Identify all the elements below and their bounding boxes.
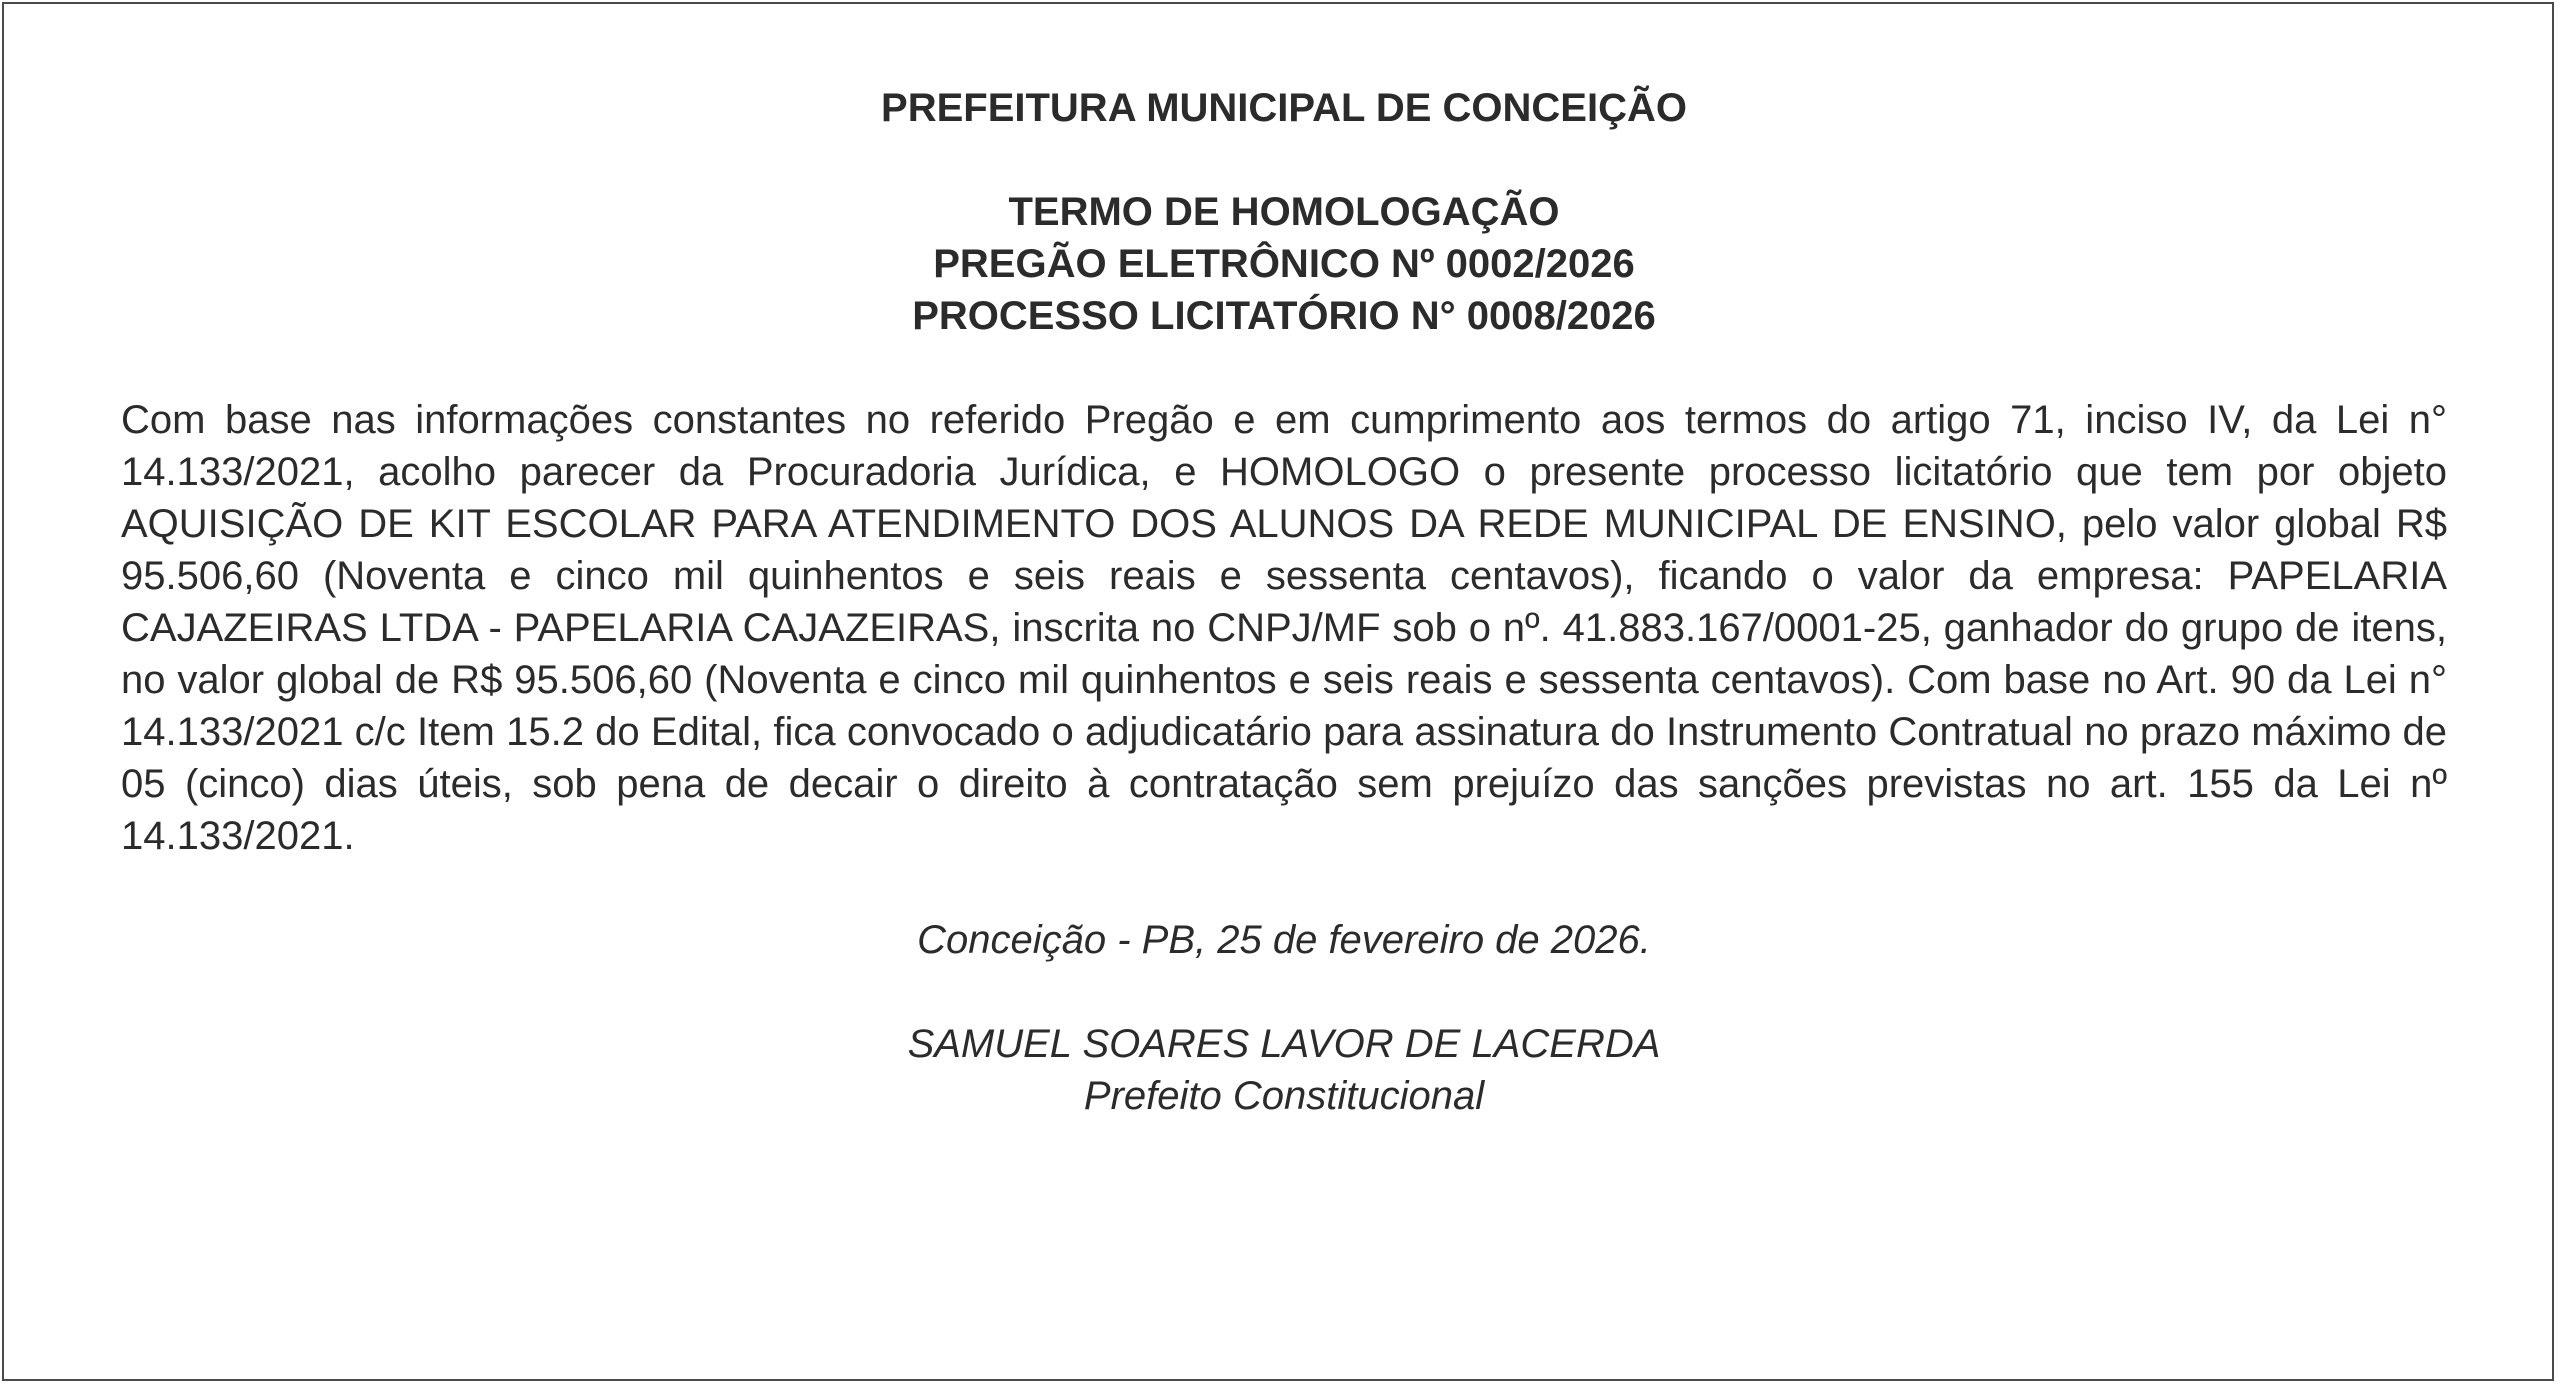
signer-name: SAMUEL SOARES LAVOR DE LACERDA xyxy=(907,1022,1661,1066)
document-content xyxy=(121,82,2447,1122)
document-frame xyxy=(2,2,2554,1381)
document-heading xyxy=(121,186,2447,342)
org-title: PREFEITURA MUNICIPAL DE CONCEIÇÃO xyxy=(881,86,1687,130)
signature-block xyxy=(121,1018,2447,1122)
heading-line-term: TERMO DE HOMOLOGAÇÃO xyxy=(1008,190,1560,234)
heading-line-pregao: PREGÃO ELETRÔNICO Nº 0002/2026 xyxy=(933,242,1635,286)
body-paragraph: Com base nas informações constantes no referido Pregão e em cumprimento aos termos do artigo 71, inciso IV, da Lei n° 14.133/2021, acolho parecer da Procuradoria Jurídica, e HOMOLOGO o presente processo licitatório que tem por objeto AQUISIÇÃO DE KIT ESCOLAR PARA ATENDIMENTO DOS ALUNOS DA REDE MUNICIPAL DE ENSINO, pelo valor global R$ 95.506,60 (Noventa e cinco mil quinhentos e seis reais e sessenta centavos), ficando o valor da empresa: PAPELARIA CAJAZEIRAS LTDA - PAPELARIA CAJAZEIRAS, inscrita no CNPJ/MF sob o nº. 41.883.167/0001-25, ganhador do grupo de itens, no valor global de R$ 95.506,60 (Noventa e cinco mil quinhentos e seis reais e sessenta centavos). Com base no Art. 90 da Lei n° 14.133/2021 c/c Item 15.2 do Edital, fica convocado o adjudicatário para assinatura do Instrumento Contratual no prazo máximo de 05 (cinco) dias úteis, sob pena de decair o direito à contratação sem prejuízo das sanções previstas no art. 155 da Lei nº 14.133/2021. xyxy=(121,398,2447,858)
place-date: Conceição - PB, 25 de fevereiro de 2026. xyxy=(917,918,1651,962)
heading-line-processo: PROCESSO LICITATÓRIO N° 0008/2026 xyxy=(912,294,1656,338)
signer-title: Prefeito Constitucional xyxy=(1083,1074,1485,1118)
